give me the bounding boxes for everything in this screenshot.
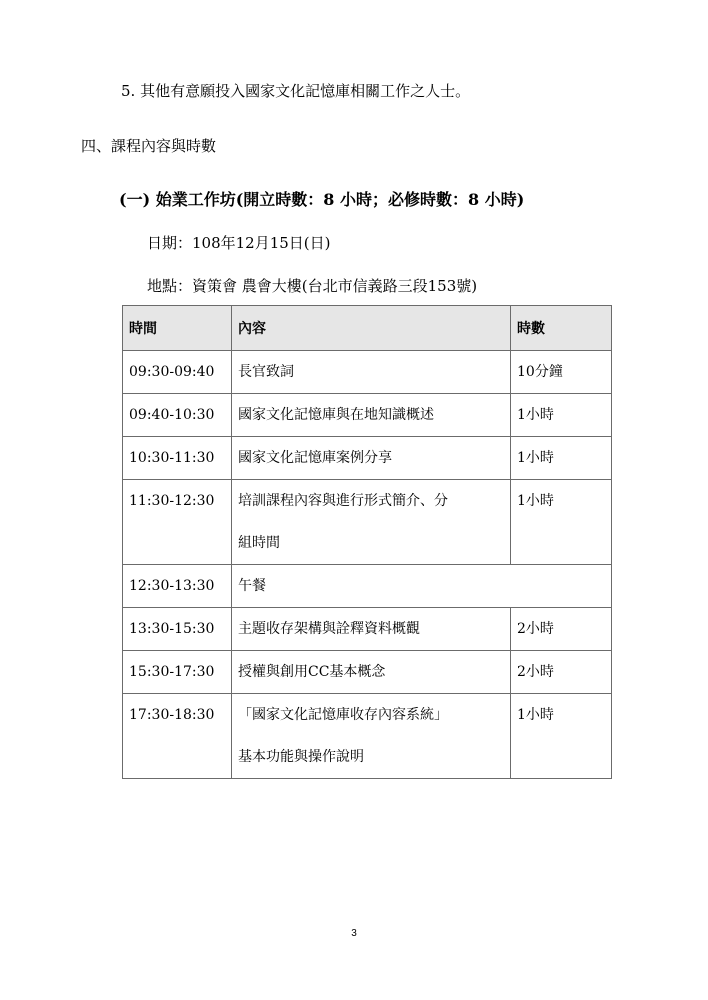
subsection-heading-1: (一) 始業工作坊(開立時數：8 小時；必修時數：8 小時) xyxy=(119,190,525,209)
row-time: 09:40-10:30 xyxy=(123,394,232,437)
row-content: 長官致詞 xyxy=(232,351,511,394)
row-content: 國家文化記憶庫與在地知識概述 xyxy=(232,394,511,437)
row-hours: 1小時 xyxy=(511,394,612,437)
table-row xyxy=(123,351,612,394)
table-row xyxy=(123,694,612,779)
row-hours: 10分鐘 xyxy=(511,351,612,394)
table-row xyxy=(123,480,612,565)
table-header-row xyxy=(123,306,612,351)
section-heading-4: 四、課程內容與時數 xyxy=(81,137,217,155)
row-time: 10:30-11:30 xyxy=(123,437,232,480)
row-time: 12:30-13:30 xyxy=(123,565,232,608)
table-row xyxy=(123,394,612,437)
row-hours: 2小時 xyxy=(511,651,612,694)
row-content: 授權與創用CC基本概念 xyxy=(232,651,511,694)
row-content xyxy=(232,694,511,779)
table-row xyxy=(123,651,612,694)
row-hours: 1小時 xyxy=(511,694,612,779)
schedule-table xyxy=(122,305,612,779)
row-hours: 2小時 xyxy=(511,608,612,651)
page-number: 3 xyxy=(351,928,357,939)
header-content: 內容 xyxy=(232,306,511,351)
row-content-line: 培訓課程內容與進行形式簡介、分 xyxy=(238,493,448,509)
row-content xyxy=(232,480,511,565)
row-content: 主題收存架構與詮釋資料概觀 xyxy=(232,608,511,651)
header-hours: 時數 xyxy=(511,306,612,351)
row-content: 午餐 xyxy=(232,565,612,608)
event-date: 日期：108年12月15日(日) xyxy=(147,234,331,252)
list-item-5: 5. 其他有意願投入國家文化記憶庫相關工作之人士。 xyxy=(121,82,471,100)
row-hours: 1小時 xyxy=(511,480,612,565)
row-time: 11:30-12:30 xyxy=(123,480,232,565)
row-content: 國家文化記憶庫案例分享 xyxy=(232,437,511,480)
row-time: 15:30-17:30 xyxy=(123,651,232,694)
row-hours: 1小時 xyxy=(511,437,612,480)
row-time: 13:30-15:30 xyxy=(123,608,232,651)
table-row xyxy=(123,565,612,608)
row-content-line: 基本功能與操作說明 xyxy=(238,749,364,765)
row-time: 09:30-09:40 xyxy=(123,351,232,394)
header-time: 時間 xyxy=(123,306,232,351)
table-row xyxy=(123,437,612,480)
row-time: 17:30-18:30 xyxy=(123,694,232,779)
table-row xyxy=(123,608,612,651)
row-content-line: 「國家文化記憶庫收存內容系統」 xyxy=(238,707,448,723)
row-content-line: 組時間 xyxy=(238,535,280,551)
event-location: 地點：資策會 農會大樓(台北市信義路三段153號) xyxy=(147,277,478,295)
